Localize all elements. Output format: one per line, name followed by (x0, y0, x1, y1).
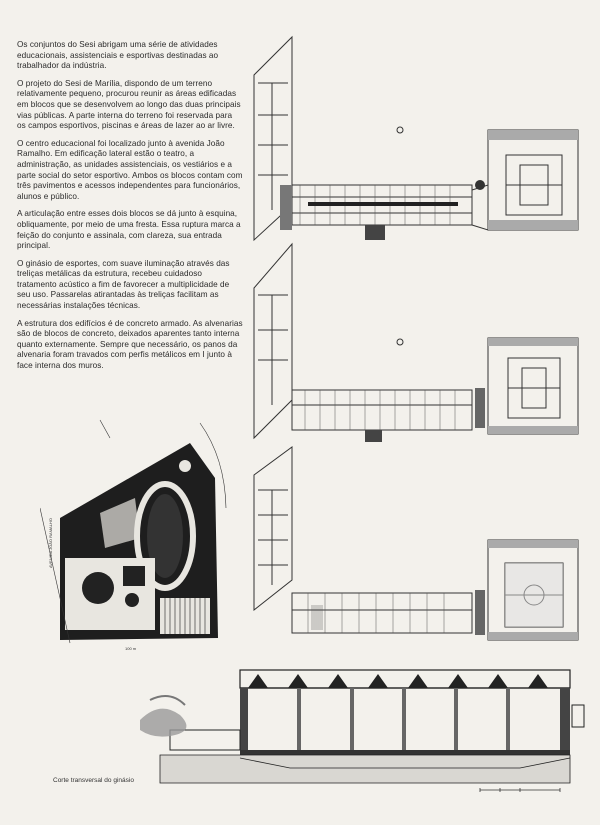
floor-plan-level-2 (250, 240, 595, 445)
street-label: AVENIDA JOÃO RAMALHO (48, 518, 53, 568)
paragraph-2: O projeto do Sesi de Marília, dispondo de um terreno relativamente pequeno, procurou reunir as áreas edificadas em blocos que se desenvolvem ao longo das duas principais vias públicas. A parte interna do terreno foi reservada para os campos esportivos, piscinas e áreas de lazer ao ar livre. (17, 78, 241, 131)
site-scale-label: 100 m (125, 646, 137, 651)
floor-plan-level-3 (250, 445, 595, 645)
paragraph-5: O ginásio de esportes, com suave iluminação através das treliças metálicas da estrutura, recebeu cuidadoso tratamento acústico a fim de favorecer a multiplicidade de seu uso. Passarelas atirantadas às treliças facilitam as necessárias instalações técnicas. (17, 258, 230, 311)
cross-section-gymnasium (140, 660, 590, 810)
paragraph-6: A estrutura dos edifícios é de concreto armado. As alvenarias são de blocos de concreto, deixados aparentes tanto interna quanto externamente. Sempre que necessário, os panos da alvenaria foram travados com perfis metálicos em I junto à face interna dos muros. (17, 318, 243, 371)
floor-plan-level-1 (250, 35, 595, 245)
article-text (17, 40, 243, 379)
paragraph-1: Os conjuntos do Sesi abrigam uma série de atividades educacionais, assistenciais e esportivas destinadas ao trabalhador da indústria. (17, 40, 219, 71)
paragraph-4: A articulação entre esses dois blocos se dá junto à esquina, obliquamente, por meio de uma fresta. Essa ruptura marca a feição do conjunto e assinala, com clareza, sua entrada principal. (17, 209, 241, 251)
paragraph-3: O centro educacional foi localizado junto à avenida João Ramalho. Em edificação lateral estão o teatro, a administração, as unidades assistenciais, os vestiários e a parte social do setor esportivo. Ambos os blocos contam com três pavimentos e acessos independentes para funcionários, alunos e público. (17, 138, 243, 201)
section-caption: Corte transversal do ginásio (53, 777, 134, 784)
site-plan (40, 418, 230, 654)
